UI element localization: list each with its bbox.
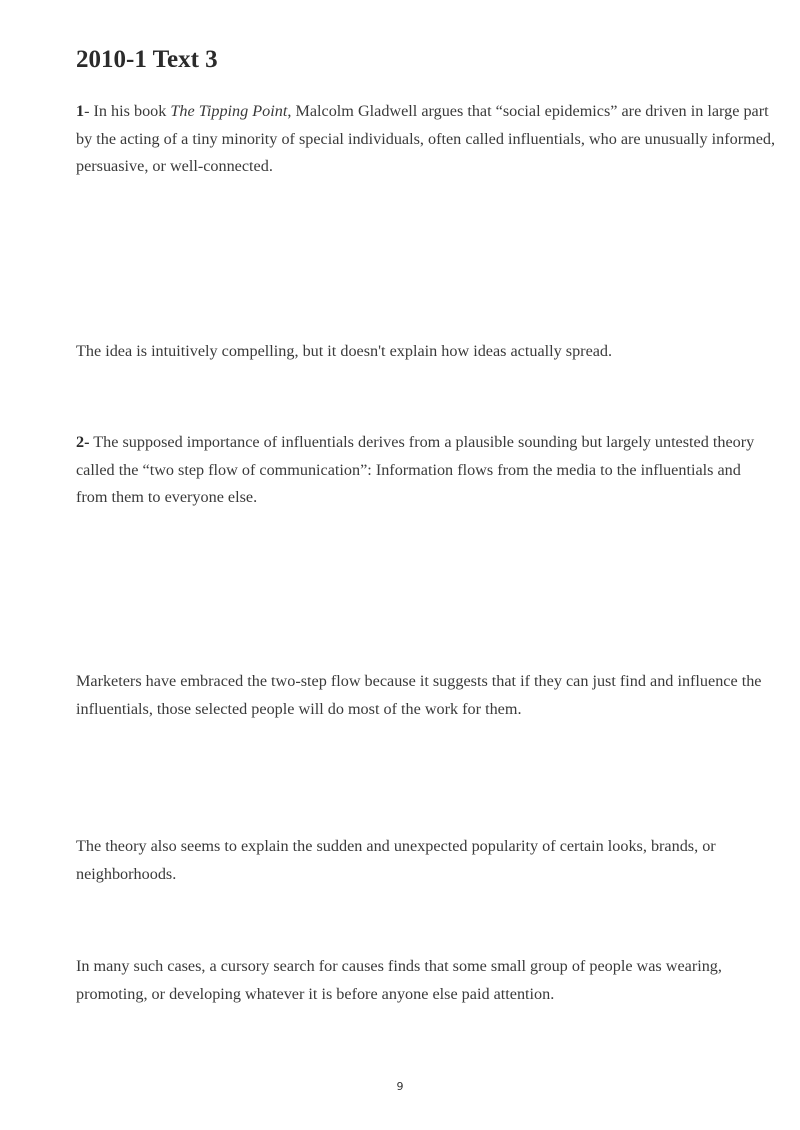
paragraph-text: , Malcolm Gladwell argues that “social epidemics” are driven in large part by the acting of a tiny minority of special individuals, often called influentials, who are unusually informed, persuasive, or well-connected. — [76, 102, 776, 175]
page-number: 9 — [396, 1080, 404, 1093]
paragraph-3 — [76, 429, 776, 512]
page-title: 2010-1 Text 3 — [76, 46, 218, 73]
paragraph-marker: 2- — [76, 433, 90, 451]
paragraph-2 — [76, 338, 776, 366]
paragraph-1 — [76, 98, 776, 181]
paragraph-4 — [76, 668, 776, 723]
paragraph-marker: 1 — [76, 102, 85, 120]
paragraph-text: The idea is intuitively compelling, but it doesn't explain how ideas actually spread. — [76, 342, 613, 360]
paragraph-text: In many such cases, a cursory search for causes finds that some small group of people was wearing, promoting, or developing whatever it is before anyone else paid attention. — [76, 957, 722, 1003]
paragraph-text: Marketers have embraced the two-step flow because it suggests that if they can just find and influence the influentials, those selected people will do most of the work for them. — [76, 672, 762, 718]
book-title: The Tipping Point — [170, 102, 288, 120]
paragraph-5 — [76, 833, 776, 888]
paragraph-text: The theory also seems to explain the sudden and unexpected popularity of certain looks, brands, or neighborhoods. — [76, 837, 716, 883]
paragraph-text: The supposed importance of influentials derives from a plausible sounding but largely untested theory called the “two step flow of communication”: Information flows from the media to the influentials and from them to everyone else. — [76, 433, 755, 506]
paragraph-6 — [76, 953, 776, 1008]
paragraph-text: - In his book — [84, 102, 171, 120]
